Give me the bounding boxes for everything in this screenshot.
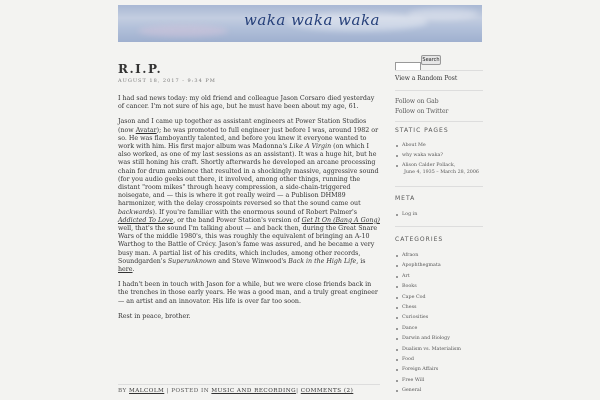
category-item[interactable]	[395, 295, 483, 301]
paragraph-text: ). If you're familiar with the enormous sound of Robert Palmer's	[152, 208, 358, 216]
category-item[interactable]	[395, 253, 483, 259]
paragraph-text: .	[132, 266, 135, 274]
category-item[interactable]	[395, 326, 483, 332]
site-title[interactable]: waka waka waka	[244, 11, 380, 29]
footer-separator: |	[296, 388, 299, 394]
category-label: Curiosities	[402, 315, 429, 321]
category-item[interactable]	[395, 367, 483, 373]
category-label: Chess	[402, 304, 417, 310]
category-label: Dance	[402, 325, 418, 331]
search-form	[395, 56, 440, 75]
meta-label: Log in	[402, 212, 418, 217]
category-item[interactable]	[395, 347, 483, 353]
footer-posted-in-label: | POSTED IN	[166, 388, 210, 394]
paragraph-text: well, that's the sound I'm talking about — and back then, during the Great Snare Wars of the middle 1980's, this was roughly the equivalent of bringing an A-10 Warthog to the Battle of Crécy. Jason's fame was assured, and he became a very busy man. A partial list of his credits, which includes, among other records, Soundgarden's	[118, 225, 378, 265]
static-pages-list	[395, 143, 483, 181]
post-footer	[118, 384, 380, 394]
category-item[interactable]	[395, 378, 483, 384]
bullet-icon	[396, 369, 398, 371]
category-link[interactable]: MUSIC AND RECORDING	[211, 388, 297, 394]
paragraph-text: (on which I also worked, as one of my last sessions as an assistant). It was a huge hit, but he was still honing his craft. Shortly afterwards he developed an arcane processing chain for drum ambience that resulted in a shockingly massive, aggressive sound (for you audio geeks out there, it involved, among other things, running the distant "room mikes" through heavy compression, a side-chain-triggered noisegate, and — this is where it got really weird — a Publison DHM89 harmonizer, with the delay crosspoints reversed so that the sound came out	[118, 143, 379, 208]
post-body	[118, 95, 380, 328]
category-label: Afraon	[402, 253, 419, 258]
paragraph-text: ); he was promoted to full engineer just before I was, around 1982 or so. He was flamboyantly talented, and before you knew it everyone wanted to work with him. His first major album was Madonna's	[118, 126, 379, 151]
follow-gab-link[interactable]: Follow on Gab	[395, 98, 439, 105]
avatar-studios-link[interactable]: Avatar	[135, 126, 157, 134]
static-page-item[interactable]	[395, 153, 483, 159]
bullet-icon	[396, 145, 398, 147]
bullet-icon	[396, 297, 398, 299]
category-item[interactable]	[395, 388, 483, 394]
category-label: Food	[402, 356, 414, 362]
category-label: Apophthegmata	[402, 263, 441, 269]
paragraph-text: , is	[356, 257, 366, 265]
post-header	[118, 62, 380, 84]
category-label: Cape Cod	[402, 294, 426, 300]
category-label: Dualism vs. Materialism	[402, 346, 461, 352]
footer-by-label: BY	[118, 388, 127, 394]
addicted-to-love-link[interactable]: Addicted To Love	[118, 216, 174, 224]
category-item[interactable]	[395, 336, 483, 342]
paragraph-text: Jason and I came up together as assistant engineers at Power Station Studios (now	[118, 118, 367, 134]
post-paragraph	[118, 281, 380, 306]
bullet-icon	[396, 380, 398, 382]
meta-item[interactable]	[395, 212, 483, 218]
follow-twitter-link[interactable]: Follow on Twitter	[395, 108, 449, 115]
search-button[interactable]: Search	[422, 57, 440, 63]
category-label: Free Will	[402, 377, 425, 383]
static-page-item-continued[interactable]	[395, 170, 483, 176]
divider	[395, 70, 483, 71]
category-item[interactable]	[395, 263, 483, 269]
comments-link[interactable]: COMMENTS (2)	[300, 388, 354, 394]
bullet-icon	[396, 286, 398, 288]
bullet-icon	[396, 165, 398, 167]
category-item[interactable]	[395, 305, 483, 311]
meta-heading: META	[395, 195, 416, 202]
static-pages-heading: STATIC PAGES	[395, 127, 449, 134]
bullet-icon	[396, 338, 398, 340]
cloud-decoration	[138, 25, 228, 37]
bullet-icon	[396, 155, 398, 157]
bullet-icon	[396, 307, 398, 309]
cloud-decoration	[408, 8, 478, 20]
category-label: Darwin and Biology	[402, 336, 450, 342]
random-post-link[interactable]: View a Random Post	[395, 75, 458, 82]
bullet-icon	[396, 214, 398, 216]
static-page-label: About Me	[402, 143, 426, 148]
category-item[interactable]	[395, 274, 483, 280]
bullet-icon	[396, 349, 398, 351]
paragraph-text: I had sad news today: my old friend and colleague Jason Corsaro died yesterday of cancer. I'm not sure of his age, but he must have been about my age, 61.	[118, 95, 375, 111]
paragraph-text: I hadn't been in touch with Jason for a while, but we were close friends back in the trenches in those early years. He was a good man, and a truly great engineer — an artist and an innovator. His life is over far too soon.	[118, 281, 378, 305]
category-label: Art	[402, 273, 410, 279]
paragraph-text: and Steve Winwood's	[216, 257, 289, 265]
credits-here-link[interactable]: here	[118, 266, 133, 274]
bullet-icon	[396, 359, 398, 361]
category-label: Books	[402, 284, 417, 290]
category-item[interactable]	[395, 284, 483, 290]
bullet-icon	[396, 265, 398, 267]
category-item[interactable]	[395, 357, 483, 363]
bullet-icon	[396, 317, 398, 319]
bullet-icon	[396, 276, 398, 278]
static-page-item[interactable]	[395, 163, 483, 169]
category-item[interactable]	[395, 315, 483, 321]
meta-list	[395, 212, 483, 222]
divider	[395, 226, 483, 227]
bullet-icon	[396, 328, 398, 330]
emphasis-text: backwards	[118, 208, 153, 216]
static-page-label: June 4, 1935 – March 28, 2006	[404, 170, 479, 176]
categories-list	[395, 253, 483, 398]
static-page-label: Alison Calder Pollack,	[402, 163, 456, 169]
divider	[395, 186, 483, 187]
divider	[395, 90, 483, 91]
categories-heading: CATEGORIES	[395, 236, 444, 243]
get-it-on-link[interactable]: Get It On (Bang A Gong)	[301, 216, 380, 224]
static-page-label: why waka waka?	[402, 153, 443, 159]
bullet-icon	[396, 255, 398, 257]
post-title[interactable]: R.I.P.	[118, 62, 163, 76]
header-banner	[118, 5, 482, 42]
static-page-item[interactable]	[395, 143, 483, 149]
paragraph-text: Rest in peace, brother.	[118, 312, 191, 320]
post-paragraph	[118, 95, 380, 111]
post-date: AUGUST 18, 2017 - 9:34 PM	[118, 78, 216, 84]
post-paragraph	[118, 313, 380, 321]
divider	[395, 121, 483, 122]
album-title: Like A Virgin	[289, 143, 332, 151]
post-paragraph	[118, 118, 380, 274]
author-link[interactable]: MALCOLM	[129, 388, 165, 394]
bullet-icon	[396, 390, 398, 392]
paragraph-text: , or the band Power Station's version of	[173, 216, 302, 224]
album-title: Back in the High Life	[288, 257, 357, 265]
category-label: General	[402, 388, 422, 394]
album-title: Superunknown	[167, 257, 217, 265]
category-label: Foreign Affairs	[402, 367, 439, 373]
